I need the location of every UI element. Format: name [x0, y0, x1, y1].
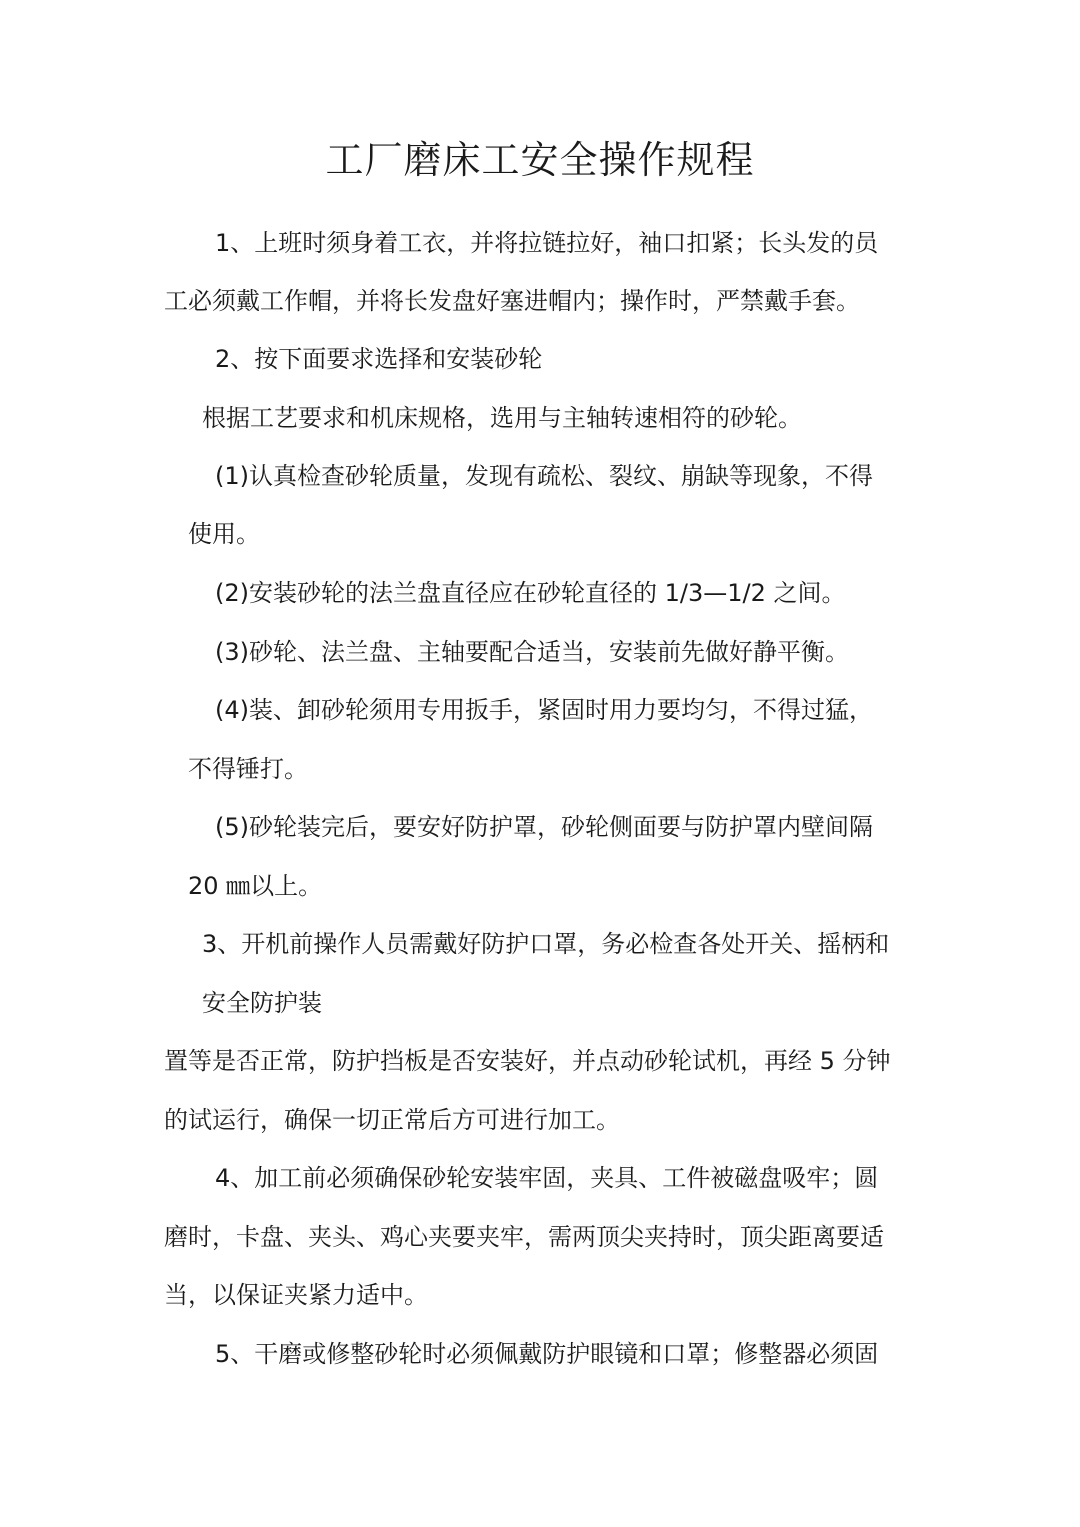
paragraph-line: 4、加工前必须确保砂轮安装牢固，夹具、工件被磁盘吸牢；圆	[215, 1164, 879, 1192]
paragraph-line: 根据工艺要求和机床规格，选用与主轴转速相符的砂轮。	[202, 404, 802, 432]
paragraph-line: 工必须戴工作帽，并将长发盘好塞进帽内；操作时，严禁戴手套。	[164, 287, 860, 315]
paragraph-line: 安全防护装	[202, 989, 322, 1017]
paragraph-line: 5、干磨或修整砂轮时必须佩戴防护眼镜和口罩；修整器必须固	[215, 1340, 879, 1368]
paragraph-line: (4)装、卸砂轮须用专用扳手，紧固时用力要均匀，不得过猛，	[215, 696, 873, 724]
paragraph-line: 3、开机前操作人员需戴好防护口罩，务必检查各处开关、摇柄和	[202, 930, 890, 958]
paragraph-line: 不得锤打。	[188, 755, 308, 783]
paragraph-line: (2)安装砂轮的法兰盘直径应在砂轮直径的 1/3—1/2 之间。	[215, 579, 846, 607]
paragraph-line: 的试运行，确保一切正常后方可进行加工。	[164, 1106, 620, 1134]
paragraph-line: (5)砂轮装完后，要安好防护罩，砂轮侧面要与防护罩内壁间隔	[215, 813, 873, 841]
paragraph-line: 20 ㎜以上。	[188, 872, 323, 900]
paragraph-line: 当，以保证夹紧力适中。	[164, 1281, 428, 1309]
paragraph-line: 1、上班时须身着工衣，并将拉链拉好，袖口扣紧；长头发的员	[215, 229, 879, 257]
paragraph-line: (3)砂轮、法兰盘、主轴要配合适当，安装前先做好静平衡。	[215, 638, 849, 666]
paragraph-line: 使用。	[188, 520, 260, 548]
paragraph-line: (1)认真检查砂轮质量，发现有疏松、裂纹、崩缺等现象，不得	[215, 462, 873, 490]
paragraph-line: 置等是否正常，防护挡板是否安装好，并点动砂轮试机，再经 5 分钟	[164, 1047, 891, 1075]
paragraph-line: 2、按下面要求选择和安装砂轮	[215, 345, 543, 373]
paragraph-line: 磨时，卡盘、夹头、鸡心夹要夹牢，需两顶尖夹持时，顶尖距离要适	[164, 1223, 884, 1251]
document-title: 工厂磨床工安全操作规程	[325, 138, 755, 182]
